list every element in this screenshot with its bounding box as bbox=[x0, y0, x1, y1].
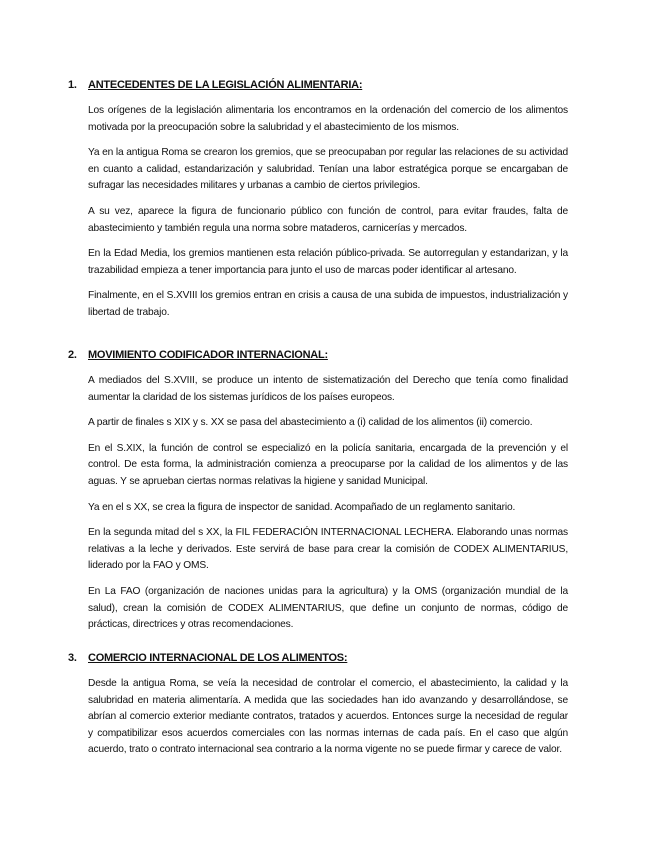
paragraph: En la segunda mitad del s XX, la FIL FEDERACIÓN INTERNACIONAL LECHERA. Elaborando unas normas relativas a la leche y derivados. Este servirá de base para crear la comisión de CODEX ALIMENTARIUS, liderado por la FAO y OMS. bbox=[88, 527, 568, 572]
section-heading bbox=[0, 651, 655, 665]
paragraph: A mediados del S.XVIII, se produce un intento de sistematización del Derecho que tenía como finalidad aumentar la claridad de los sistemas jurídicos de los países europeos. bbox=[88, 375, 568, 403]
section-comercio-internacional bbox=[0, 651, 655, 768]
section-number: 1. bbox=[68, 79, 77, 91]
paragraph: Finalmente, en el S.XVIII los gremios entran en crisis a causa de una subida de impuestos, industrialización y libertad de trabajo. bbox=[88, 290, 568, 318]
paragraph: En La FAO (organización de naciones unidas para la agricultura) y la OMS (organización mundial de la salud), crean la comisión de CODEX ALIMENTARIUS, que define un conjunto de normas, código de prácticas, directrices y otras recomendaciones. bbox=[88, 585, 568, 631]
paragraph: Desde la antigua Roma, se veía la necesidad de controlar el comercio, el abastecimiento, la calidad y la salubridad en materia alimentaría. A medida que las sociedades han ido avanzando y desarrollándose, se abrían al comercio exterior mediante contratos, tratados y acuerdos. Entonces surge la necesidad de regular y compatibilizar esos acuerdos comerciales con las normas internas de cada país. En el caso que algún acuerdo, trato o contrato internacional sea contrario a la norma vigente no se puede firmar y carece de valor. bbox=[88, 678, 568, 756]
section-antecedentes bbox=[0, 78, 655, 331]
section-title: MOVIMIENTO CODIFICADOR INTERNACIONAL: bbox=[88, 349, 328, 361]
section-heading bbox=[0, 348, 655, 362]
paragraph: A su vez, aparece la figura de funcionario público con función de control, para evitar fraudes, falta de abastecimiento y también regula una norma sobre mataderos, carnicerías y mercados. bbox=[88, 205, 568, 234]
paragraph: En el S.XIX, la función de control se especializó en la policía sanitaria, encargada de la prevención y el control. De esta forma, la administración comienza a preocuparse por la calidad de los alimentos y de las aguas. Y se aprueban ciertas normas relativas la higiene y sanidad Municipal. bbox=[88, 442, 568, 487]
paragraph: Ya en el s XX, se crea la figura de inspector de sanidad. Acompañado de un reglamento sanitario. bbox=[88, 501, 516, 513]
paragraph: Ya en la antigua Roma se crearon los gremios, que se preocupaban por regular las relaciones de su actividad en cuanto a calidad, estandarización y salubridad. Tenían una labor estratégica porque se encargaban de sufragar las necesidades militares y urbanas a cambio de ciertos privilegios. bbox=[88, 147, 568, 192]
section-heading bbox=[0, 78, 655, 92]
paragraph: A partir de finales s XIX y s. XX se pasa del abastecimiento a (i) calidad de los alimentos (ii) comercio. bbox=[88, 417, 533, 429]
section-title: ANTECEDENTES DE LA LEGISLACIÓN ALIMENTARIA: bbox=[88, 79, 363, 91]
section-title: COMERCIO INTERNACIONAL DE LOS ALIMENTOS: bbox=[88, 652, 348, 664]
paragraph: Los orígenes de la legislación alimentaria los encontramos en la ordenación del comercio de los alimentos motivada por la preocupación sobre la salubridad y el abastecimiento de los mismos. bbox=[88, 105, 568, 133]
section-movimiento-codificador bbox=[0, 348, 655, 643]
paragraph: En la Edad Media, los gremios mantienen esta relación público-privada. Se autorregulan y estandarizan, y la trazabilidad empieza a tener importancia para junto el uso de marcas poder identificar al artesano. bbox=[88, 248, 568, 276]
section-number: 3. bbox=[68, 652, 77, 664]
section-number: 2. bbox=[68, 349, 77, 361]
